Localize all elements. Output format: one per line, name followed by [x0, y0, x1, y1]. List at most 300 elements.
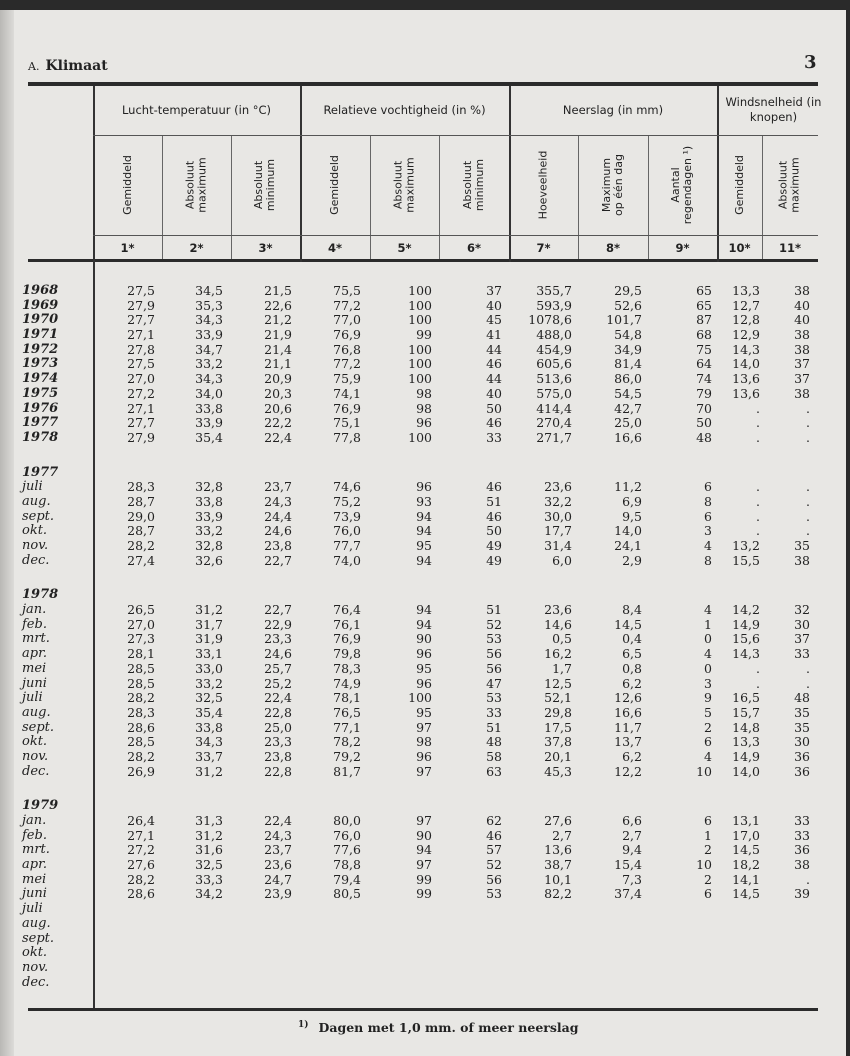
table-cell: 23,7	[264, 479, 292, 495]
table-cell: 99	[416, 886, 432, 902]
row-label: 1977	[22, 415, 59, 431]
table-cell: 51	[486, 602, 502, 618]
column-header	[439, 136, 509, 234]
table-cell: 33,9	[195, 327, 223, 343]
table-cell: 24,4	[264, 508, 292, 524]
table-cell: 70	[696, 400, 712, 416]
table-cell: 95	[416, 538, 432, 553]
footnote-text: Dagen met 1,0 mm. of meer neerslag	[318, 1020, 579, 1036]
table-cell: 35,4	[195, 429, 223, 445]
table-cell: 63	[486, 763, 502, 779]
table-cell: 56	[486, 660, 502, 676]
table-cell: 14,3	[732, 646, 760, 662]
column-number: 1*	[120, 241, 135, 255]
column-header-label: Gemiddeld	[328, 155, 341, 215]
table-cell: 28,5	[127, 660, 155, 676]
table-cell: 593,9	[536, 297, 572, 313]
table-row	[22, 946, 818, 961]
row-label: juli	[22, 901, 43, 917]
section-title-row	[22, 466, 818, 481]
row-label: 1978	[22, 429, 59, 445]
table-row	[22, 829, 818, 844]
page-number: 3	[804, 52, 817, 73]
table-cell: 34,2	[195, 886, 223, 902]
table-cell: 26,9	[127, 763, 155, 779]
table-row	[22, 416, 818, 431]
table-cell: 488,0	[536, 327, 572, 343]
table-cell: 20,6	[264, 400, 292, 416]
table-cell: 13,3	[732, 734, 760, 750]
table-cell: 31,2	[195, 763, 223, 779]
table-cell: 36	[794, 748, 810, 764]
column-header-label: Aantal regendagen ¹)	[669, 145, 695, 225]
table-cell: 0	[704, 631, 712, 647]
table-cell: 24,1	[614, 538, 642, 553]
table-row	[22, 858, 818, 873]
table-cell: 1078,6	[528, 312, 572, 328]
table-cell: 31,6	[195, 842, 223, 858]
table-row	[22, 495, 818, 510]
table-cell: 33	[794, 813, 810, 828]
column-group-header: Lucht-temperatuur (in °C)	[121, 102, 272, 117]
table-cell: 76,5	[333, 704, 361, 720]
table-row	[22, 510, 818, 525]
table-cell: 94	[416, 523, 432, 539]
table-cell: 6	[704, 479, 712, 495]
table-cell: 38	[794, 341, 810, 357]
table-cell: .	[756, 493, 760, 509]
table-cell: 24,3	[264, 827, 292, 843]
row-label: dec.	[22, 974, 50, 990]
table-row	[22, 843, 818, 858]
table-cell: 22,4	[264, 813, 292, 828]
table-cell: 13,3	[732, 283, 760, 298]
table-cell: 100	[408, 341, 432, 357]
table-cell: 99	[416, 871, 432, 887]
row-label: 1968	[22, 283, 59, 298]
table-cell: .	[806, 871, 810, 887]
table-cell: 9,4	[622, 842, 642, 858]
table-cell: 100	[408, 283, 432, 298]
column-number: 5*	[397, 241, 412, 255]
table-cell: 36	[794, 842, 810, 858]
table-cell: 32	[794, 602, 810, 618]
table-cell: 14,8	[732, 719, 760, 735]
table-cell: 23,8	[264, 748, 292, 764]
table-cell: 18,2	[732, 857, 760, 873]
table-cell: 75,5	[333, 283, 361, 298]
table-cell: 40	[794, 297, 810, 313]
table-cell: 81,4	[614, 356, 642, 372]
header-row-divider	[93, 235, 818, 236]
table-cell: 27,4	[127, 552, 155, 568]
table-cell: 23,7	[264, 842, 292, 858]
table-cell: 29,8	[544, 704, 572, 720]
table-row	[22, 706, 818, 721]
table-cell: 74,6	[333, 479, 361, 495]
table-row	[22, 691, 818, 706]
table-cell: 44	[486, 341, 502, 357]
table-cell: 11,7	[614, 719, 642, 735]
table-cell: 32,5	[195, 857, 223, 873]
table-cell: 38	[794, 385, 810, 401]
table-cell: 76,0	[333, 827, 361, 843]
table-cell: 28,1	[127, 646, 155, 662]
table-cell: 74,9	[333, 675, 361, 691]
row-label: 1972	[22, 341, 59, 357]
table-cell: 46	[486, 827, 502, 843]
table-cell: 32,5	[195, 690, 223, 706]
table-cell: 6	[704, 813, 712, 828]
table-cell: 24,3	[264, 493, 292, 509]
table-cell: 14,9	[732, 748, 760, 764]
table-cell: .	[756, 429, 760, 445]
column-number: 9*	[675, 241, 690, 255]
table-row	[22, 313, 818, 328]
table-cell: 27,2	[127, 385, 155, 401]
table-cell: 16,6	[614, 704, 642, 720]
table-cell: 14,0	[732, 356, 760, 372]
table-cell: 35,3	[195, 297, 223, 313]
column-header-label: Gemiddeld	[120, 155, 134, 215]
table-cell: 28,5	[127, 675, 155, 691]
table-cell: 76,4	[333, 602, 361, 618]
table-cell: 33	[794, 646, 810, 662]
table-cell: 65	[696, 297, 712, 313]
table-cell: 48	[486, 734, 502, 750]
table-cell: 96	[416, 675, 432, 691]
table-cell: 100	[408, 429, 432, 445]
table-cell: 3	[704, 523, 712, 539]
table-cell: 14,5	[732, 842, 760, 858]
table-cell: 38	[794, 327, 810, 343]
table-cell: 28,2	[127, 690, 155, 706]
table-row	[22, 887, 818, 902]
section-title	[28, 58, 108, 74]
table-cell: 21,5	[264, 283, 292, 298]
table-cell: 33,1	[195, 646, 223, 662]
table-cell: 15,6	[732, 631, 760, 647]
table-cell: 52,1	[544, 690, 572, 706]
table-cell: 38	[794, 857, 810, 873]
table-cell: 13,2	[732, 538, 760, 553]
table-row	[22, 721, 818, 736]
row-label: aug.	[22, 915, 51, 931]
table-cell: 53	[486, 690, 502, 706]
table-cell: 0,5	[552, 631, 572, 647]
table-cell: 79,2	[333, 748, 361, 764]
section-title-row	[22, 799, 818, 814]
table-cell: 31,7	[195, 616, 223, 632]
table-cell: 17,7	[544, 523, 572, 539]
table-cell: 27,1	[127, 327, 155, 343]
table-cell: 575,0	[536, 385, 572, 401]
row-label: mei	[22, 871, 47, 887]
table-cell: 27,7	[127, 312, 155, 328]
table-cell: 21,9	[264, 327, 292, 343]
table-cell: .	[806, 479, 810, 495]
table-cell: 29,0	[127, 508, 155, 524]
table-cell: 34,3	[195, 312, 223, 328]
row-label: apr.	[22, 857, 47, 873]
table-cell: 35	[794, 704, 810, 720]
table-cell: 56	[486, 646, 502, 662]
table-cell: 101,7	[606, 312, 642, 328]
table-cell: 25,0	[614, 415, 642, 431]
table-cell: 32,2	[544, 493, 572, 509]
column-number: 10*	[728, 241, 751, 255]
section-title-row	[22, 588, 818, 603]
table-cell: 50	[696, 415, 712, 431]
table-cell: 9,5	[622, 508, 642, 524]
row-label: okt.	[22, 523, 48, 539]
column-header-label: Absoluut maximum	[183, 157, 209, 213]
table-cell: 27,0	[127, 371, 155, 387]
table-cell: 605,6	[536, 356, 572, 372]
table-cell: 37	[486, 283, 502, 298]
table-cell: 28,7	[127, 523, 155, 539]
table-row	[22, 814, 818, 829]
table-cell: 37	[794, 371, 810, 387]
table-cell: 34,7	[195, 341, 223, 357]
table-cell: 76,9	[333, 327, 361, 343]
table-cell: 9	[704, 690, 712, 706]
table-cell: 53	[486, 631, 502, 647]
table-cell: 37	[794, 356, 810, 372]
column-header	[648, 136, 717, 234]
table-cell: 33,2	[195, 356, 223, 372]
row-label: 1971	[22, 327, 59, 343]
table-cell: 27,9	[127, 297, 155, 313]
table-cell: 27,3	[127, 631, 155, 647]
table-cell: 34,3	[195, 734, 223, 750]
section-gap	[22, 568, 818, 588]
table-cell: 355,7	[536, 283, 572, 298]
table-cell: 12,6	[614, 690, 642, 706]
table-cell: 12,9	[732, 327, 760, 343]
table-cell: 77,2	[333, 356, 361, 372]
table-cell: 96	[416, 646, 432, 662]
row-label: sept.	[22, 508, 55, 524]
table-row	[22, 961, 818, 976]
table-cell: 12,8	[732, 312, 760, 328]
table-cell: 48	[696, 429, 712, 445]
table-cell: 80,5	[333, 886, 361, 902]
table-cell: 14,3	[732, 341, 760, 357]
table-cell: 35,4	[195, 704, 223, 720]
row-label: sept.	[22, 719, 55, 735]
table-cell: 15,5	[732, 552, 760, 568]
table-cell: 22,8	[264, 704, 292, 720]
column-number: 11*	[778, 241, 802, 255]
table-cell: 49	[486, 538, 502, 553]
table-cell: 270,4	[536, 415, 572, 431]
table-cell: 77,0	[333, 312, 361, 328]
table-cell: 78,3	[333, 660, 361, 676]
table-row	[22, 554, 818, 569]
table-cell: 33,2	[195, 523, 223, 539]
table-cell: 76,8	[333, 341, 361, 357]
table-cell: 40	[486, 385, 502, 401]
table-row	[22, 539, 818, 554]
table-cell: 78,1	[333, 690, 361, 706]
table-cell: 4	[704, 538, 712, 553]
table-cell: 27,1	[127, 827, 155, 843]
table-cell: 7,3	[622, 871, 642, 887]
table-cell: 2,7	[552, 827, 572, 843]
table-row	[22, 357, 818, 372]
table-cell: .	[806, 400, 810, 416]
table-row	[22, 917, 818, 932]
table-cell: 74,0	[333, 552, 361, 568]
table-cell: 52	[486, 857, 502, 873]
table-cell: 78,2	[333, 734, 361, 750]
table-cell: 1	[704, 616, 712, 632]
column-header	[370, 136, 439, 234]
table-cell: 22,9	[264, 616, 292, 632]
table-row	[22, 750, 818, 765]
section-year: 1979	[22, 798, 59, 814]
table-cell: 33,8	[195, 719, 223, 735]
table-cell: 54,8	[614, 327, 642, 343]
table-cell: 24,7	[264, 871, 292, 887]
table-cell: 26,5	[127, 602, 155, 618]
table-cell: 74	[696, 371, 712, 387]
table-cell: 48	[794, 690, 810, 706]
table-cell: 98	[416, 734, 432, 750]
table-cell: 75,1	[333, 415, 361, 431]
table-cell: 13,6	[732, 385, 760, 401]
column-header	[509, 136, 578, 234]
table-cell: 79	[696, 385, 712, 401]
table-cell: 40	[794, 312, 810, 328]
row-label: dec.	[22, 763, 50, 779]
table-cell: 33	[794, 827, 810, 843]
table-cell: 513,6	[536, 371, 572, 387]
table-cell: 4	[704, 748, 712, 764]
table-row	[22, 284, 818, 299]
table-cell: 28,2	[127, 871, 155, 887]
table-cell: 80,0	[333, 813, 361, 828]
table-cell: 76,9	[333, 631, 361, 647]
table-cell: 17,0	[732, 827, 760, 843]
table-cell: 2	[704, 871, 712, 887]
table-row	[22, 873, 818, 888]
table-cell: 79,8	[333, 646, 361, 662]
table-cell: 33	[486, 429, 502, 445]
table-cell: 30	[794, 734, 810, 750]
table-cell: 6	[704, 508, 712, 524]
table-cell: 1	[704, 827, 712, 843]
table-cell: 2	[704, 719, 712, 735]
table-cell: 0	[704, 660, 712, 676]
table-cell: 90	[416, 827, 432, 843]
table-cell: 76,1	[333, 616, 361, 632]
table-cell: 35	[794, 719, 810, 735]
table-row	[22, 647, 818, 662]
table-cell: 6,9	[622, 493, 642, 509]
table-cell: 58	[486, 748, 502, 764]
table-cell: 46	[486, 356, 502, 372]
table-cell: 34,5	[195, 283, 223, 298]
table-cell: 28,5	[127, 734, 155, 750]
table-cell: 45	[486, 312, 502, 328]
table-cell: 97	[416, 857, 432, 873]
table-row	[22, 387, 818, 402]
row-label: okt.	[22, 734, 48, 750]
table-row	[22, 765, 818, 780]
table-cell: 454,9	[536, 341, 572, 357]
footnote	[298, 1020, 579, 1035]
table-cell: 75,2	[333, 493, 361, 509]
table-cell: 94	[416, 842, 432, 858]
table-row	[22, 976, 818, 991]
table-row	[22, 618, 818, 633]
row-label: aug.	[22, 493, 51, 509]
table-cell: 34,0	[195, 385, 223, 401]
table-cell: 6	[704, 886, 712, 902]
table-cell: 13,6	[544, 842, 572, 858]
table-cell: 54,5	[614, 385, 642, 401]
table-cell: 12,7	[732, 297, 760, 313]
table-cell: 6,2	[622, 675, 642, 691]
table-cell: 16,6	[614, 429, 642, 445]
table-cell: 12,5	[544, 675, 572, 691]
table-cell: 22,4	[264, 690, 292, 706]
row-label: 1976	[22, 400, 59, 416]
table-cell: 0,8	[622, 660, 642, 676]
table-cell: 50	[486, 400, 502, 416]
row-label: jan.	[22, 602, 47, 618]
table-cell: 38	[794, 552, 810, 568]
table-cell: 6,5	[622, 646, 642, 662]
table-row	[22, 343, 818, 358]
column-group-header: Relatieve vochtigheid (in %)	[323, 102, 486, 117]
column-header-label: Maximum op één dag	[599, 154, 625, 216]
table-cell: 32,8	[195, 479, 223, 495]
row-label: 1974	[22, 371, 59, 387]
table-cell: 31,2	[195, 827, 223, 843]
table-row	[22, 524, 818, 539]
table-cell: 24,6	[264, 523, 292, 539]
table-cell: 6,6	[622, 813, 642, 828]
table-cell: 97	[416, 763, 432, 779]
table-cell: 53	[486, 886, 502, 902]
table-row	[22, 735, 818, 750]
table-row	[22, 328, 818, 343]
table-cell: 37,8	[544, 734, 572, 750]
table-cell: 20,9	[264, 371, 292, 387]
table-cell: 96	[416, 748, 432, 764]
row-label: 1973	[22, 356, 59, 372]
table-cell: 37,4	[614, 886, 642, 902]
table-cell: 93	[416, 493, 432, 509]
table-cell: 22,7	[264, 602, 292, 618]
table-cell: 68	[696, 327, 712, 343]
table-cell: 31,2	[195, 602, 223, 618]
row-label: juni	[22, 675, 47, 691]
table-cell: 15,7	[732, 704, 760, 720]
table-cell: 14,5	[614, 616, 642, 632]
table-cell: .	[806, 660, 810, 676]
table-cell: 77,1	[333, 719, 361, 735]
table-cell: .	[806, 415, 810, 431]
table-cell: 31,3	[195, 813, 223, 828]
table-row	[22, 603, 818, 618]
table-cell: 31,9	[195, 631, 223, 647]
table-cell: .	[756, 523, 760, 539]
table-cell: 76,9	[333, 400, 361, 416]
